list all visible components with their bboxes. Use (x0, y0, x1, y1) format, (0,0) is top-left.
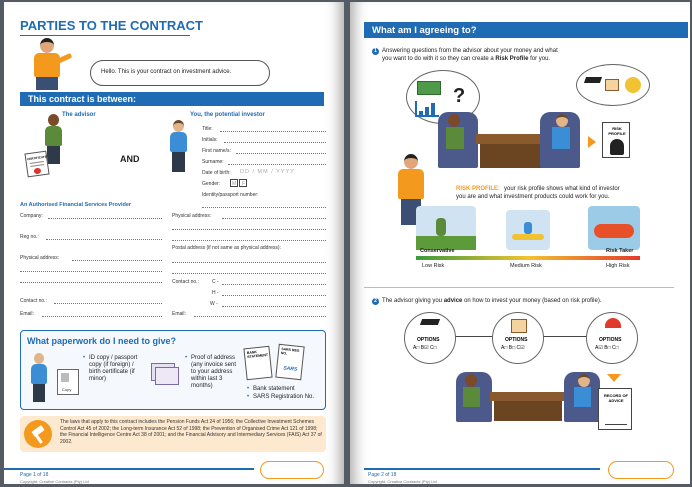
and-label: AND (120, 154, 140, 164)
step-1-badge: 1 (372, 48, 379, 55)
bullet-id: • (83, 355, 86, 361)
field-label-email: Email: (20, 311, 34, 317)
option-bubble-education: OPTIONS A□ B☑ C□ (404, 312, 456, 364)
risk-level-low: Low Risk (422, 263, 445, 269)
gavel-icon (24, 420, 52, 448)
investor-illustration (168, 120, 190, 172)
section-divider (364, 287, 674, 288)
option-choices-2: A□ B□ C☑ (501, 345, 525, 351)
sars-doc: SARS REG NO. SARS (275, 344, 304, 381)
greeting-text: Hello. This is your contract on investment advice. (101, 69, 232, 75)
fsp-heading: An Authorised Financial Services Provider (20, 202, 132, 208)
laws-panel (20, 416, 326, 452)
bullet-sars: • (247, 394, 250, 400)
scale-label-risk-taker: Risk Taker (606, 248, 634, 254)
option-choices-1: A□ B☑ C□ (413, 345, 437, 351)
id-copy-card: Copy (57, 369, 79, 395)
agreeing-title-bar (364, 22, 688, 38)
house-icon (605, 79, 619, 91)
contact-home-label: H - (212, 290, 219, 296)
field-label-investor-physical: Physical address: (172, 213, 212, 219)
investor-label: You, the potential investor (190, 112, 265, 118)
field-label-contact-no: Contact no.: (20, 298, 47, 304)
contact-home-input[interactable] (222, 290, 326, 296)
company-input[interactable] (48, 213, 162, 219)
advisor-address-line-1[interactable] (72, 255, 162, 261)
arrow-to-risk-profile (588, 136, 596, 148)
address-item-text: Proof of address (any invoice sent to your address within last 3 months) (191, 355, 237, 389)
risk-profile-card: RISK PROFILE (602, 122, 630, 158)
graduation-cap-icon (584, 77, 602, 83)
paperwork-panel (20, 330, 326, 410)
field-label-reg-no: Reg no.: (20, 234, 39, 240)
first-names-input[interactable] (236, 148, 326, 154)
id-item-text: ID copy / passport copy (if foreign) / birth certificate (if minor) (89, 355, 138, 382)
scale-label-conservative: Conservative (420, 248, 455, 254)
man-with-document-illustration (29, 353, 49, 403)
certificate-image: CERTIFICATE (24, 151, 49, 178)
agreeing-title: What am I agreeing to? (372, 25, 477, 36)
dob-input[interactable]: DD / MM / YYYY (240, 169, 295, 175)
investor-physical-line-3[interactable] (172, 235, 326, 241)
bullet-bank: • (247, 386, 250, 392)
investor-physical-line-1[interactable] (222, 213, 326, 219)
copyright-2: Copyright: Creative Contracts (Pty) Ltd (368, 479, 437, 484)
risk-level-high: High Risk (606, 263, 630, 269)
bullet-address: • (185, 355, 188, 361)
footer-line-2 (364, 468, 600, 470)
page-number-2: Page 2 of 18 (368, 472, 397, 478)
id-number-input[interactable] (202, 202, 326, 208)
bank-item-text: Bank statement (253, 386, 295, 392)
advisor-label: The advisor (62, 112, 96, 118)
advisor-contact-input[interactable] (54, 298, 162, 304)
option-bubble-house: OPTIONS A□ B□ C☑ (492, 312, 544, 364)
field-label-company: Company: (20, 213, 43, 219)
title-input[interactable] (220, 126, 326, 132)
invoice-stack (151, 363, 181, 387)
option-choices-3: A☑ B□ C□ (595, 345, 619, 351)
step-1-text-line-2: you want to do with it so they can create a Risk Profile for you. (382, 56, 551, 62)
field-label-first-names: First name/s: (202, 148, 231, 154)
reg-no-input[interactable] (46, 234, 162, 240)
investor-physical-line-2[interactable] (172, 224, 326, 230)
field-label-initials: Initials: (202, 137, 218, 143)
contact-cell-input[interactable] (222, 279, 326, 285)
page-2 (350, 2, 690, 484)
field-label-surname: Surname: (202, 159, 224, 165)
presenter-woman-illustration (26, 38, 76, 90)
title-underline (20, 35, 190, 36)
field-label-physical-address: Physical address: (20, 255, 60, 261)
risk-level-medium: Medium Risk (510, 263, 542, 269)
question-mark-1: ? (453, 85, 466, 107)
surname-input[interactable] (228, 159, 326, 165)
profile-silhouette-icon (610, 139, 624, 155)
risk-text-line-1: your risk profile shows what kind of investor (504, 186, 620, 192)
field-label-investor-email: Email: (172, 311, 186, 317)
page-1 (4, 2, 344, 484)
field-label-id-number: Identity/passport number: (202, 192, 259, 198)
initials-input[interactable] (224, 137, 326, 143)
thought-bubble-goals (576, 64, 650, 106)
kayak-scene (506, 210, 550, 250)
graduation-cap-icon-2 (420, 319, 440, 325)
signatures-icon (605, 415, 627, 425)
rafting-scene (588, 206, 640, 250)
field-label-postal: Postal address (if not same as physical address): (172, 245, 281, 251)
paperwork-title: What paperwork do I need to give? (27, 336, 177, 346)
advisor-address-line-2[interactable] (20, 266, 162, 272)
fishing-scene (416, 206, 476, 250)
gender-option-m[interactable]: M (232, 181, 237, 187)
bank-statement-doc: BANK STATEMENT (243, 346, 272, 381)
arrow-to-record (607, 374, 621, 382)
contact-work-label: W - (210, 301, 218, 307)
greeting-bubble (90, 60, 270, 86)
contract-between-label: This contract is between: (28, 94, 137, 104)
advisor-address-line-3[interactable] (20, 277, 162, 283)
investor-email-input[interactable] (194, 311, 326, 317)
field-label-investor-contact: Contact no.: (172, 279, 199, 285)
contact-work-input[interactable] (222, 301, 326, 307)
gender-option-f[interactable]: F (239, 179, 247, 187)
copyright: Copyright: Creative Contracts (Pty) Ltd (20, 479, 89, 484)
laws-text: The laws that apply to this contract includes the Pension Funds Act 24 of 1956; the Collective Investment Schemes Control Act 45 of 2002; the Long-term Insurance Act 52 of 1998; the Prevention of Organised Crime Act 121 of 1998; the Financial Intelligence Centre Act 38 of 2001; and the Financial Advisory and Intermediary Services (FAIS) Act 37 of 2002. (60, 419, 322, 445)
investor-postal-line-1[interactable] (172, 257, 326, 263)
footer-line (4, 468, 254, 470)
contact-cell-label: C - (212, 279, 219, 285)
house-icon-2 (511, 319, 527, 333)
beach-umbrella-icon (605, 318, 621, 328)
record-of-advice-card: RECORD OF ADVICE (598, 388, 632, 430)
initial-signature-box-2[interactable] (608, 461, 674, 479)
advisor-email-input[interactable] (42, 311, 162, 317)
field-label-gender: Gender: (202, 181, 221, 187)
risk-text-line-2: you are and what investment products could work for you. (456, 194, 610, 200)
option-bubble-retirement: OPTIONS A☑ B□ C□ (586, 312, 638, 364)
contract-between-bar (20, 92, 324, 106)
chart-up-icon (415, 101, 439, 117)
step-2-text: The advisor giving you advice on how to invest your money (based on risk profile). (382, 298, 602, 304)
cash-icon (417, 81, 441, 95)
page-title: PARTIES TO THE CONTRACT (20, 18, 203, 33)
field-label-dob: Date of birth: (202, 170, 231, 176)
investor-postal-line-2[interactable] (172, 268, 326, 274)
step-1-text-line-1: Answering questions from the advisor about your money and what (382, 48, 558, 54)
page-number: Page 1 of 18 (20, 472, 49, 478)
beach-icon (625, 77, 641, 93)
initial-signature-box[interactable] (260, 461, 324, 479)
field-label-title: Title: (202, 126, 213, 132)
sars-item-text: SARS Registration No. (253, 394, 315, 400)
risk-gradient-bar (416, 256, 640, 260)
step-2-badge: 2 (372, 298, 379, 305)
risk-heading: RISK PROFILE: (456, 186, 501, 192)
